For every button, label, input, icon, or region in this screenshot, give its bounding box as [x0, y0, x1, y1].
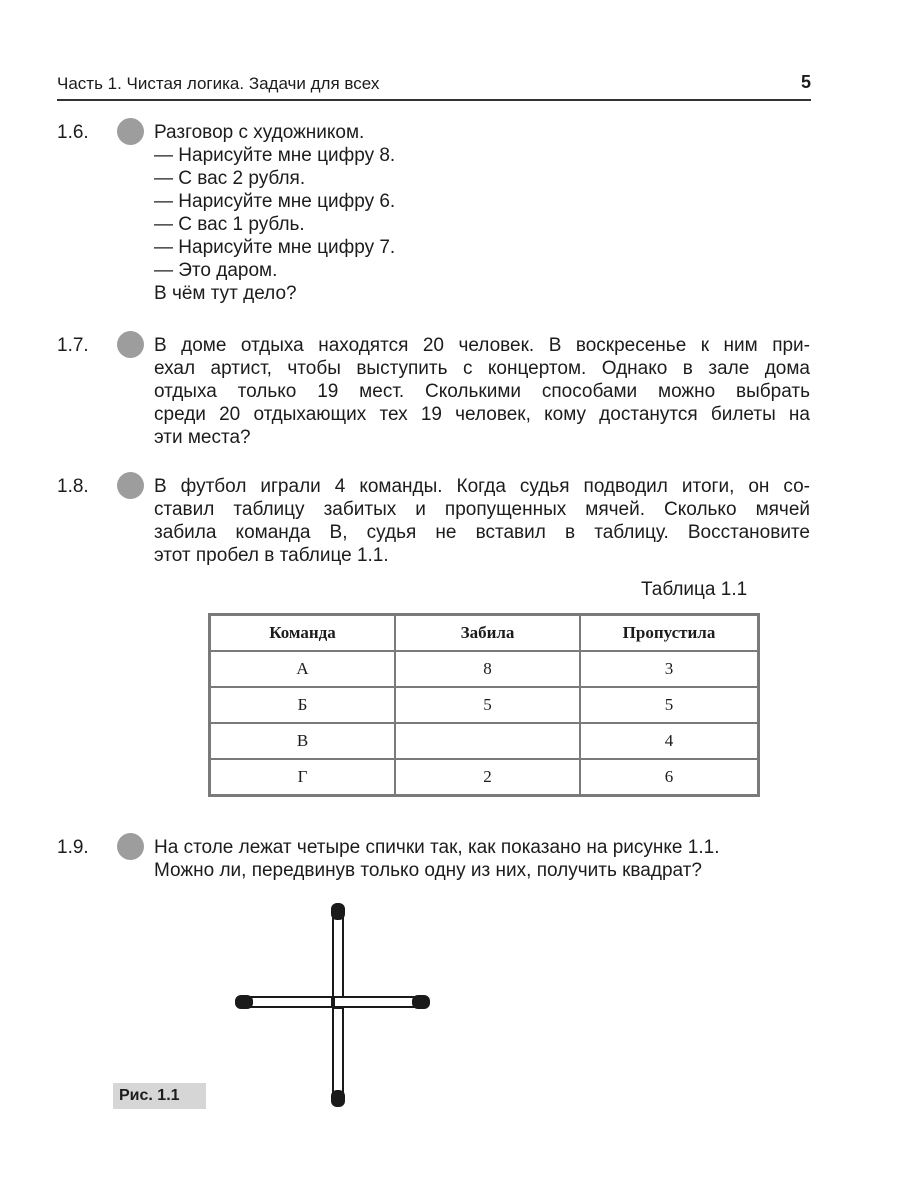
problem-text [154, 334, 810, 449]
problem-number: 1.8. [57, 476, 89, 497]
match-top [331, 903, 345, 1000]
table-row [210, 759, 759, 796]
conceded-cell: 5 [580, 687, 759, 723]
figure-label: Рис. 1.1 [113, 1083, 206, 1109]
problem-number: 1.9. [57, 837, 89, 858]
table-caption: Таблица 1.1 [641, 579, 748, 600]
matches-figure [230, 900, 440, 1110]
header-divider [57, 99, 811, 101]
problem-text [154, 836, 810, 882]
difficulty-dot-icon [117, 118, 144, 145]
page-number: 5 [800, 72, 811, 92]
difficulty-dot-icon [117, 833, 144, 860]
problem-number: 1.7. [57, 335, 89, 356]
column-header: Забила [395, 615, 580, 652]
table-row [210, 687, 759, 723]
table-header-row [210, 615, 759, 652]
score-table [208, 613, 760, 797]
text-line: — С вас 1 рубль. [154, 214, 305, 235]
section-title: Часть 1. Чистая логика. Задачи для всех [57, 74, 380, 93]
team-cell: Г [210, 759, 396, 796]
text-line: отдыха только 19 мест. Сколькими способами можно выбрать [154, 381, 810, 402]
text-line: ставил таблицу забитых и пропущенных мячей. Сколько мячей [154, 499, 810, 520]
text-line: — Это даром. [154, 260, 278, 281]
problem-text [154, 475, 810, 567]
text-line: Разговор с художником. [154, 122, 365, 143]
text-line: — Нарисуйте мне цифру 7. [154, 237, 396, 258]
text-line: — С вас 2 рубля. [154, 168, 306, 189]
scored-cell [395, 723, 580, 759]
text-line: — Нарисуйте мне цифру 6. [154, 191, 396, 212]
table-row [210, 651, 759, 687]
team-cell: Б [210, 687, 396, 723]
scored-cell: 8 [395, 651, 580, 687]
running-header [57, 72, 811, 96]
difficulty-dot-icon [117, 331, 144, 358]
text-line: В чём тут дело? [154, 283, 297, 304]
scored-cell: 5 [395, 687, 580, 723]
text-line: В доме отдыха находятся 20 человек. В воскресенье к ним при- [154, 335, 810, 356]
conceded-cell: 6 [580, 759, 759, 796]
match-right [334, 995, 430, 1009]
column-header: Команда [210, 615, 396, 652]
text-line: забила команда В, судья не вставил в таблицу. Восстановите [154, 522, 810, 543]
problem-number: 1.6. [57, 122, 89, 143]
text-line: На столе лежат четыре спички так, как показано на рисунке 1.1. [154, 837, 720, 858]
team-cell: В [210, 723, 396, 759]
match-left [235, 995, 332, 1009]
text-line: этот пробел в таблице 1.1. [154, 545, 389, 566]
text-line: ехал артист, чтобы выступить с концертом. Однако в зале дома [154, 358, 810, 379]
text-line: Можно ли, передвинув только одну из них, получить квадрат? [154, 860, 702, 881]
text-line: эти места? [154, 427, 251, 448]
match-bottom [331, 1008, 345, 1107]
difficulty-dot-icon [117, 472, 144, 499]
text-line: среди 20 отдыхающих тех 19 человек, кому достанутся билеты на [154, 404, 810, 425]
text-line: — Нарисуйте мне цифру 8. [154, 145, 396, 166]
scored-cell: 2 [395, 759, 580, 796]
conceded-cell: 4 [580, 723, 759, 759]
problem-text [154, 121, 810, 305]
table-row [210, 723, 759, 759]
text-line: В футбол играли 4 команды. Когда судья подводил итоги, он со- [154, 476, 810, 497]
conceded-cell: 3 [580, 651, 759, 687]
column-header: Пропустила [580, 615, 759, 652]
team-cell: А [210, 651, 396, 687]
